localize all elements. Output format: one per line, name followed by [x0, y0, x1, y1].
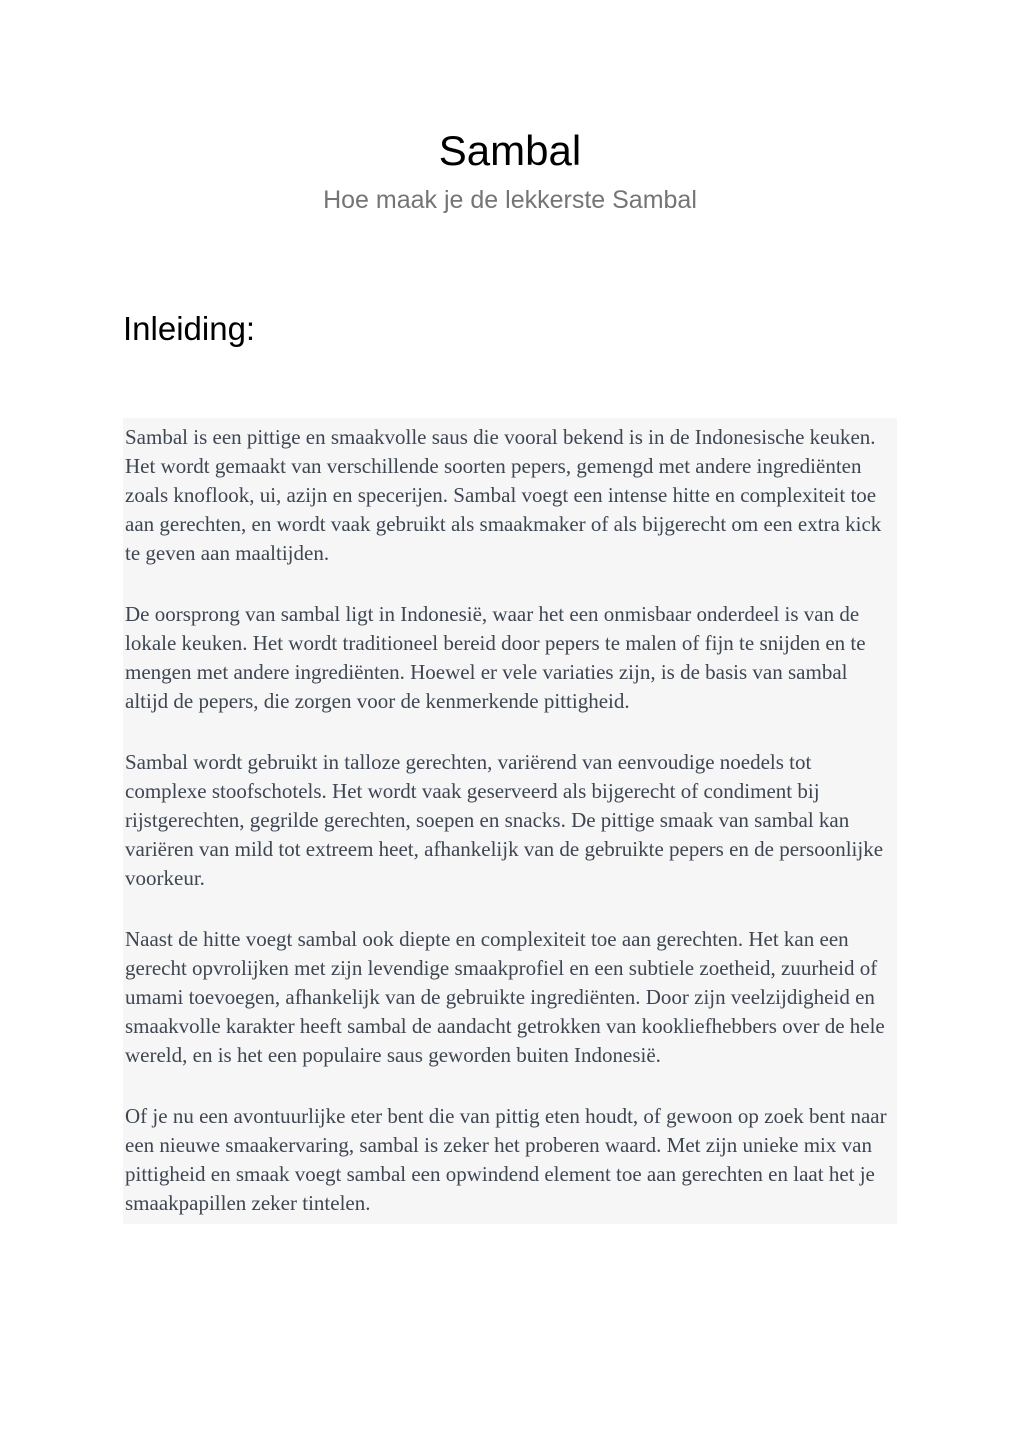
document-title: Sambal — [438, 127, 582, 174]
paragraph-sambal-origin: De oorsprong van sambal ligt in Indonesië, waar het een onmisbaar onderdeel is van de lokale keuken. Het wordt traditioneel bereid door pepers te malen of fijn te snijden en te mengen met andere ingrediënten. Hoewel er vele variaties zijn, is de basis van sambal altijd de pepers, die zorgen voor de kenmerkende pittigheid. — [125, 602, 866, 713]
paragraph-sambal-usage: Sambal wordt gebruikt in talloze gerechten, variërend van eenvoudige noedels tot complexe stoofschotels. Het wordt vaak geserveerd als bijgerecht of condiment bij rijstgerechten, gegrilde gerechten, soepen en snacks. De pittige smaak van sambal kan variëren van mild tot extreem heet, afhankelijk van de gebruikte pepers en de persoonlijke voorkeur. — [125, 750, 884, 890]
paragraph-sambal-flavor: Naast de hitte voegt sambal ook diepte en complexiteit toe aan gerechten. Het kan een gerecht opvrolijken met zijn levendige smaakprofiel en een subtiele zoetheid, zuurheid of umami toevoegen, afhankelijk van de gebruikte ingrediënten. Door zijn veelzijdigheid en smaakvolle karakter heeft sambal de aandacht getrokken van kookliefhebbers over de hele wereld, en is het een populaire saus geworden buiten Indonesië. — [125, 927, 885, 1067]
section-heading-inleiding: Inleiding: — [123, 310, 256, 347]
introduction-paragraph-block — [123, 418, 897, 1224]
paragraph-sambal-description: Sambal is een pittige en smaakvolle saus die vooral bekend is in de Indonesische keuken. Het wordt gemaakt van verschillende soorten pepers, gemengd met andere ingrediënten zoals knoflook, ui, azijn en specerijen. Sambal voegt een intense hitte en complexiteit toe aan gerechten, en wordt vaak gebruikt als smaakmaker of als bijgerecht om een extra kick te geven aan maaltijden. — [125, 425, 882, 565]
document-subtitle: Hoe maak je de lekkerste Sambal — [323, 186, 697, 214]
paragraph-sambal-conclusion: Of je nu een avontuurlijke eter bent die van pittig eten houdt, of gewoon op zoek bent naar een nieuwe smaakervaring, sambal is zeker het proberen waard. Met zijn unieke mix van pittigheid en smaak voegt sambal een opwindend element toe aan gerechten en laat het je smaakpapillen zeker tintelen. — [125, 1104, 887, 1215]
